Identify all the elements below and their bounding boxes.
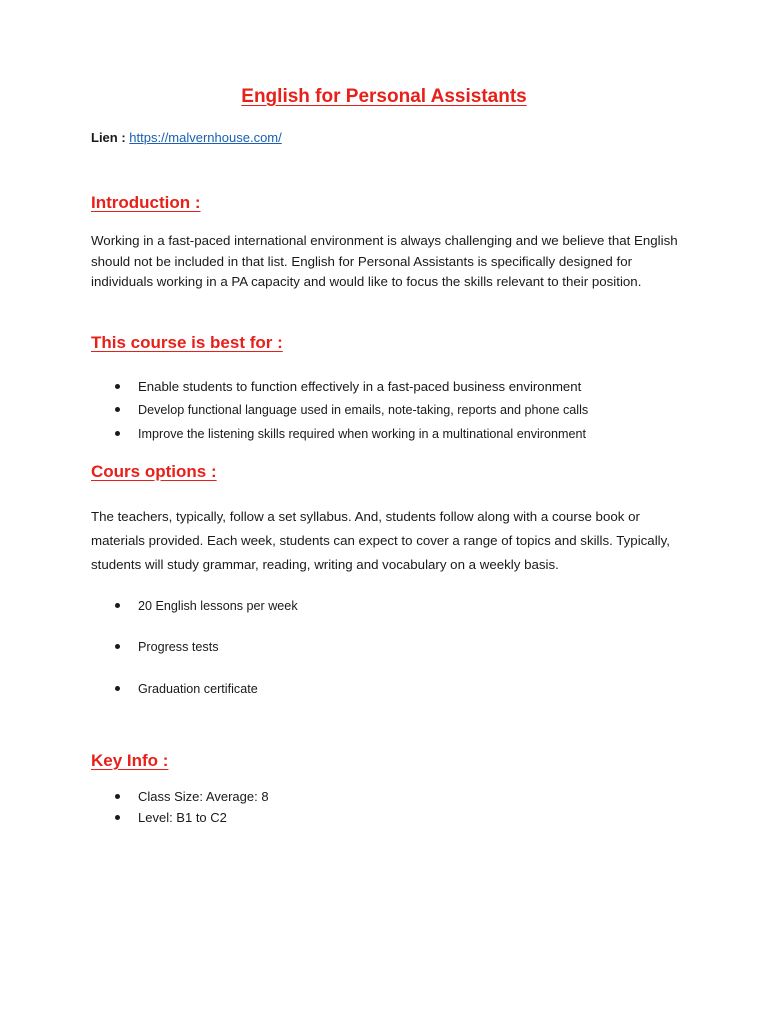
bullet-icon <box>115 794 120 799</box>
best-for-heading-text: This course is best for : <box>91 333 283 352</box>
bullet-icon <box>115 686 120 691</box>
introduction-heading-text: Introduction : <box>91 193 201 212</box>
best-for-list <box>91 378 711 448</box>
link-label: Lien : <box>91 130 130 145</box>
list-item: Level: B1 to C2 <box>91 809 711 830</box>
course-options-paragraph: The teachers, typically, follow a set syllabus. And, students follow along with a course book or materials provided. Each week, students can expect to cover a range of topics and skills. Typically, students will study grammar, reading, writing and vocabulary on a weekly basis. <box>91 509 670 572</box>
list-item: Improve the listening skills required when working in a multinational environment <box>91 425 711 448</box>
key-info-list <box>91 788 711 830</box>
list-item: Progress tests <box>91 638 711 680</box>
list-item: Enable students to function effectively in a fast-paced business environment <box>91 378 711 401</box>
introduction-paragraph: Working in a fast-paced international environment is always challenging and we believe that English should not be included in that list. English for Personal Assistants is specifically designed for individuals working in a PA capacity and would like to focus the skills relevant to their position. <box>91 233 678 289</box>
bullet-icon <box>115 407 120 412</box>
introduction-heading <box>91 193 201 213</box>
bullet-icon <box>115 431 120 436</box>
key-info-heading-text: Key Info : <box>91 751 169 770</box>
bullet-icon <box>115 815 120 820</box>
list-item: Develop functional language used in emails, note-taking, reports and phone calls <box>91 401 711 425</box>
bullet-icon <box>115 384 120 389</box>
bullet-icon <box>115 644 120 649</box>
best-for-heading <box>91 333 283 353</box>
course-options-list <box>91 597 711 702</box>
list-item: Class Size: Average: 8 <box>91 788 711 809</box>
key-info-heading <box>91 751 168 771</box>
course-options-heading <box>91 462 217 482</box>
course-options-heading-text: Cours options : <box>91 462 217 481</box>
website-link[interactable]: https://malvernhouse.com/ <box>129 130 282 145</box>
document-title: English for Personal Assistants <box>241 86 527 107</box>
link-line <box>91 130 282 145</box>
list-item: Graduation certificate <box>91 680 711 702</box>
list-item: 20 English lessons per week <box>91 597 711 638</box>
bullet-icon <box>115 603 120 608</box>
